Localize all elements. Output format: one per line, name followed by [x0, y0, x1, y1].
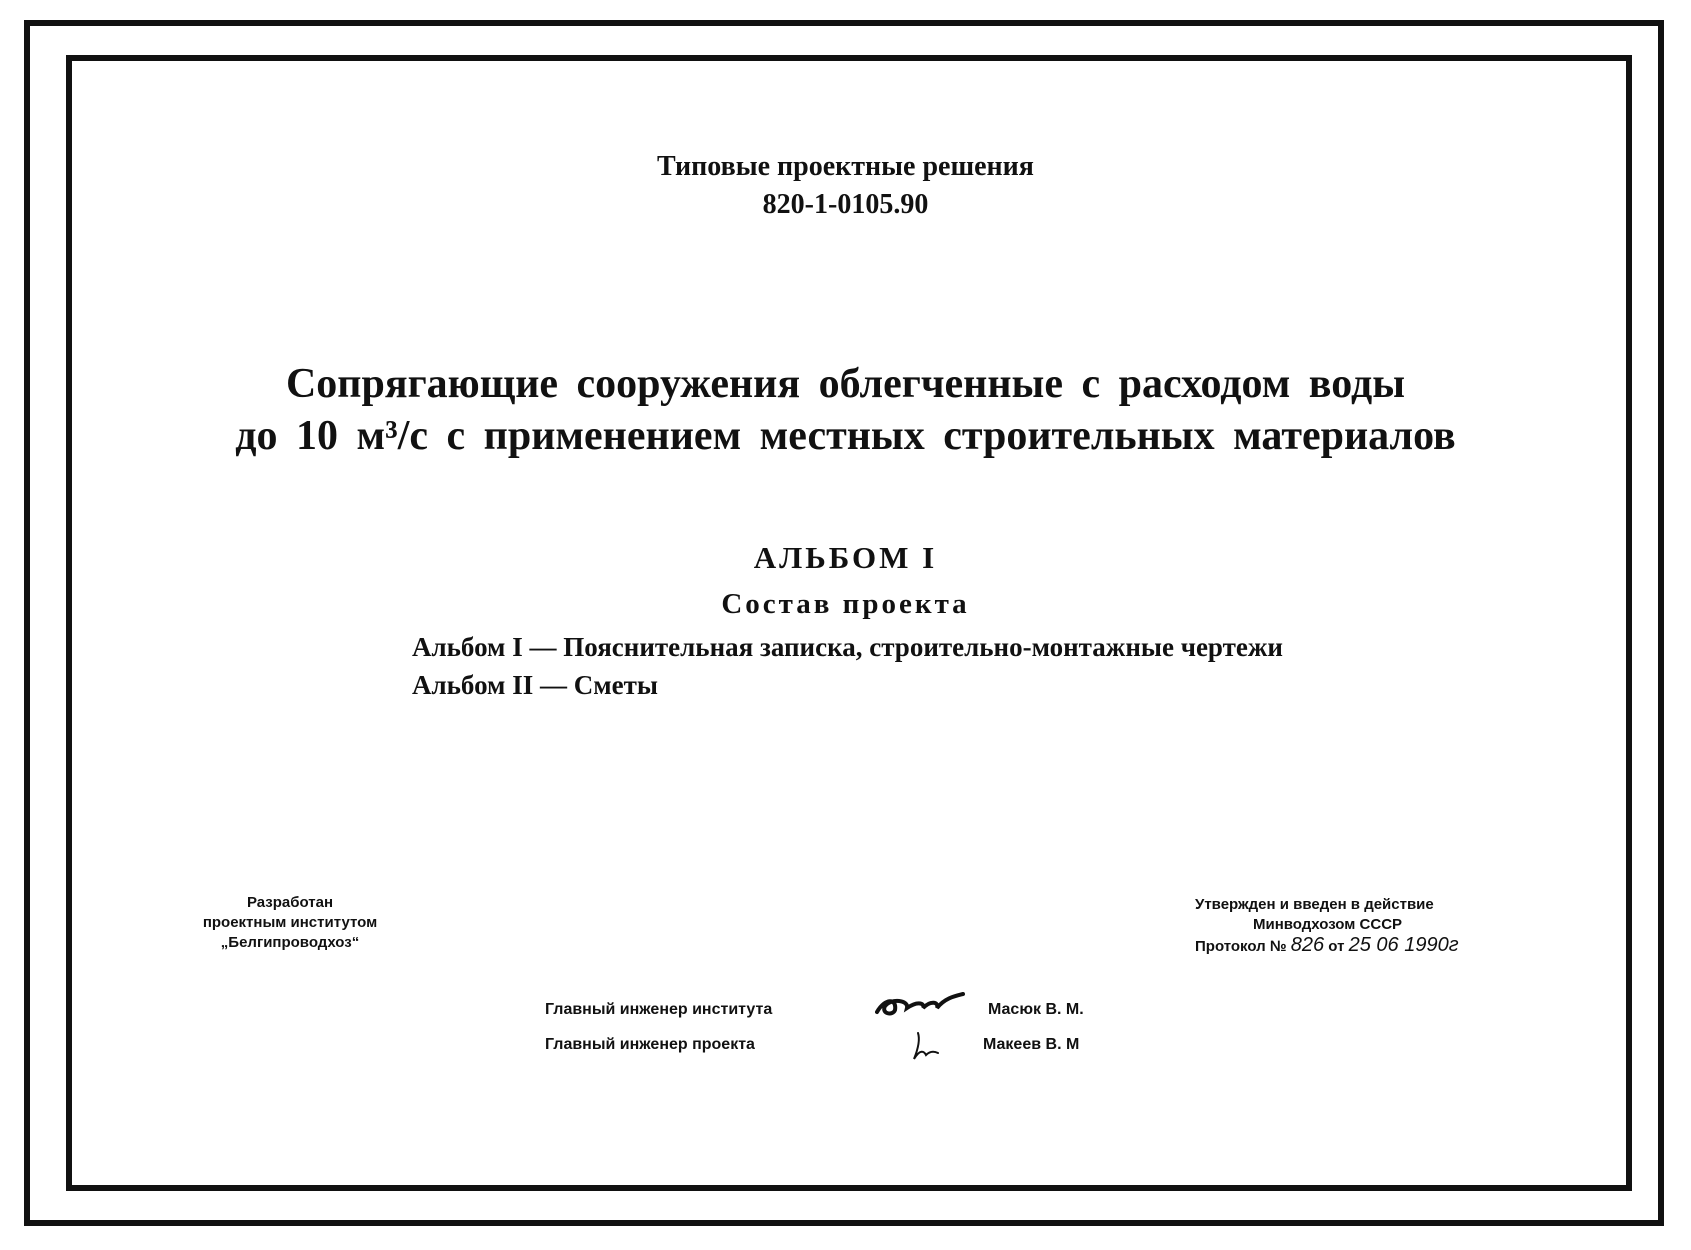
album-list-item: Альбом II — Сметы: [412, 670, 658, 700]
date-label: от: [1328, 938, 1345, 955]
developer-block: [150, 893, 430, 953]
protocol-label: Протокол №: [1195, 938, 1287, 955]
album-heading: АЛЬБОМ I: [753, 540, 938, 575]
signature-name: Масюк В. М.: [988, 1001, 1084, 1018]
album-list-item: Альбом I — Пояснительная записка, строительно-монтажные чертежи: [412, 632, 1283, 662]
approval-line-1: Утвержден и введен в действие: [1195, 896, 1434, 913]
document-title: [0, 358, 1691, 462]
series-label: Типовые проектные решения: [657, 151, 1034, 182]
signature-mark: [910, 1029, 950, 1065]
developer-line-3: „Белгипроводхоз“: [220, 934, 360, 951]
inner-frame: [66, 55, 1632, 1191]
title-line-2: до 10 м³/с с применением местных строительных материалов: [235, 413, 1456, 459]
signature-role: Главный инженер проекта: [545, 1036, 755, 1053]
album-list: [412, 628, 1283, 704]
approval-block: [1195, 895, 1515, 957]
signature-mark: [875, 990, 965, 1020]
title-line-1: Сопрягающие сооружения облегченные с расходом воды: [285, 361, 1406, 407]
protocol-date: 25 06 1990г: [1348, 934, 1459, 956]
header: [0, 148, 1691, 224]
project-code: 820-1-0105.90: [762, 189, 929, 220]
approval-line-2: Минводхозом СССР: [1253, 916, 1403, 933]
protocol-line: [1195, 935, 1515, 957]
signature-name: Макеев В. М: [983, 1036, 1080, 1053]
developer-line-1: Разработан: [246, 894, 334, 911]
developer-line-2: проектным институтом: [202, 914, 378, 931]
composition-heading: Состав проекта: [721, 588, 970, 620]
protocol-number: 826: [1290, 934, 1325, 956]
signature-role: Главный инженер института: [545, 1001, 773, 1018]
